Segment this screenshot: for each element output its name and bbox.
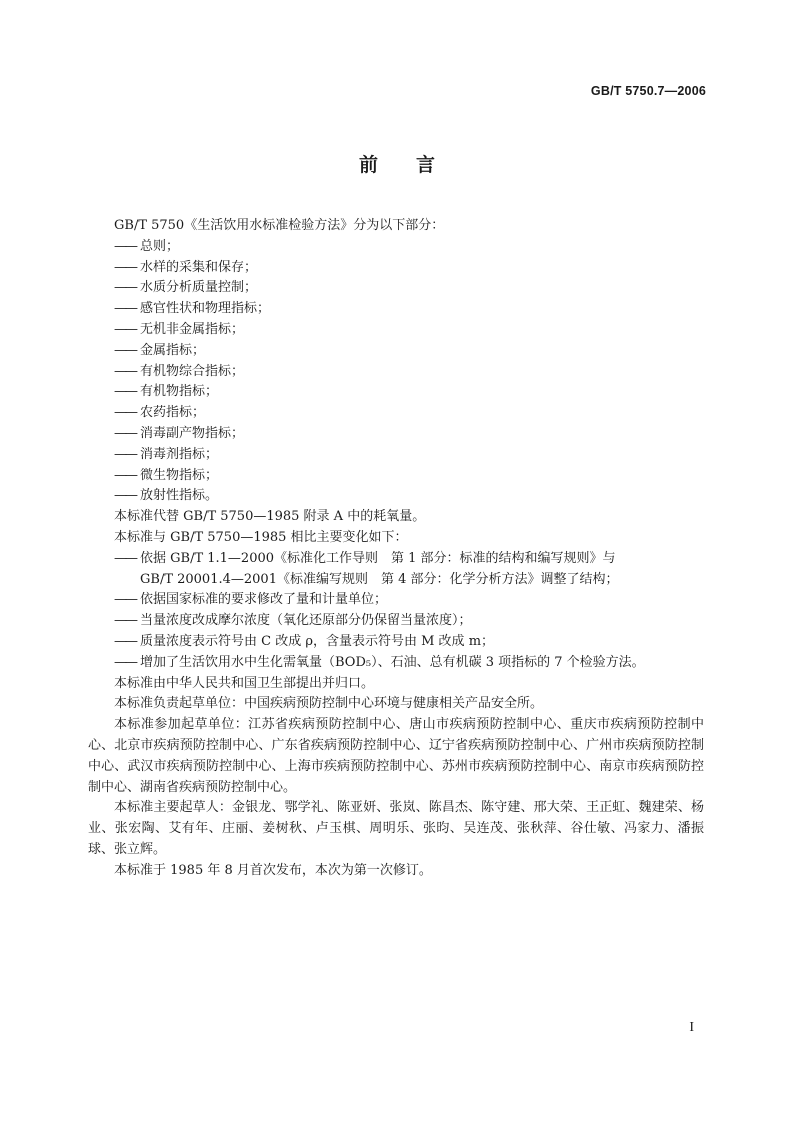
- main-drafters-paragraph: 本标准主要起草人：金银龙、鄂学礼、陈亚妍、张岚、陈昌杰、陈守建、邢大荣、王正虹、魏建荣、杨业、张宏陶、艾有年、庄丽、姜树秋、卢玉棋、周明乐、张昀、吴连茂、张秋萍、谷仕敏、冯家力、潘振球、张立辉。: [88, 800, 704, 857]
- list-item: —— 农药指标；: [88, 403, 704, 424]
- history-paragraph: 本标准于 1985 年 8 月首次发布，本次为第一次修订。: [114, 862, 432, 878]
- standard-code: GB/T 5750.7—2006: [590, 84, 706, 98]
- responsible-drafter-paragraph: 本标准负责起草单位：中国疾病预防控制中心环境与健康相关产品安全所。: [114, 696, 544, 712]
- page-number: I: [689, 1020, 694, 1035]
- dash-mark: ——: [114, 342, 136, 358]
- dash-mark: ——: [114, 446, 136, 462]
- foreword-body: [88, 216, 704, 882]
- dash-mark: ——: [114, 488, 136, 504]
- title-char-1: 前: [358, 154, 378, 176]
- dash-mark: ——: [114, 321, 136, 337]
- dash-mark: ——: [114, 363, 136, 379]
- list-item: —— 当量浓度改成摩尔浓度（氧化还原部分仍保留当量浓度）；: [88, 611, 704, 632]
- dash-mark: ——: [114, 259, 136, 275]
- list-item: —— 增加了生活饮用水中生化需氧量（BOD₅）、石油、总有机碳 3 项指标的 7 个检验方法。: [88, 653, 704, 674]
- dash-mark: ——: [114, 280, 136, 296]
- participating-drafters-paragraph: 本标准参加起草单位：江苏省疾病预防控制中心、唐山市疾病预防控制中心、重庆市疾病预防控制中心、北京市疾病预防控制中心、广东省疾病预防控制中心、辽宁省疾病预防控制中心、广州市疾病预防控制中心、武汉市疾病预防控制中心、上海市疾病预防控制中心、苏州市疾病预防控制中心、南京市疾病预防控制中心、湖南省疾病预防控制中心。: [88, 717, 704, 795]
- list-item: —— 水样的采集和保存；: [88, 258, 704, 279]
- dash-mark: ——: [114, 301, 136, 317]
- list-item: —— 消毒剂指标；: [88, 445, 704, 466]
- dash-mark: ——: [114, 633, 136, 649]
- list-item: —— 有机物综合指标；: [88, 362, 704, 383]
- list-item: —— 质量浓度表示符号由 C 改成 ρ，含量表示符号由 M 改成 m；: [88, 632, 704, 653]
- dash-mark: ——: [114, 467, 136, 483]
- parts-list: [88, 237, 704, 507]
- dash-mark: ——: [114, 654, 136, 670]
- changes-list: [88, 549, 704, 674]
- proposed-paragraph: 本标准由中华人民共和国卫生部提出并归口。: [114, 675, 375, 691]
- list-item: —— 有机物指标；: [88, 382, 704, 403]
- dash-mark: ——: [114, 384, 136, 400]
- title-char-2: 言: [416, 154, 436, 176]
- dash-mark: ——: [114, 550, 136, 566]
- dash-mark: ——: [114, 405, 136, 421]
- intro-paragraph: GB/T 5750《生活饮用水标准检验方法》分为以下部分：: [114, 218, 445, 233]
- changes-intro: 本标准与 GB/T 5750—1985 相比主要变化如下：: [114, 529, 408, 545]
- list-item: —— 水质分析质量控制；: [88, 278, 704, 299]
- list-item: —— 感官性状和物理指标；: [88, 299, 704, 320]
- list-item: —— 依据国家标准的要求修改了量和计量单位；: [88, 590, 704, 611]
- dash-mark: ——: [114, 425, 136, 441]
- dash-mark: ——: [114, 592, 136, 608]
- list-item: —— 依据 GB/T 1.1—2000《标准化工作导则 第 1 部分：标准的结构和编写规则》与 GB/T 20001.4—2001《标准编写规则 第 4 部分：化学分析方法》调整了结构；: [114, 550, 619, 587]
- replace-paragraph: 本标准代替 GB/T 5750—1985 附录 A 中的耗氧量。: [114, 509, 426, 525]
- list-item: —— 消毒副产物指标；: [88, 424, 704, 445]
- list-item: —— 微生物指标；: [88, 466, 704, 487]
- dash-mark: ——: [114, 613, 136, 629]
- page-title: [0, 150, 794, 177]
- list-item: —— 金属指标；: [88, 341, 704, 362]
- list-item: —— 总则；: [88, 237, 704, 258]
- dash-mark: ——: [114, 238, 136, 254]
- list-item: —— 无机非金属指标；: [88, 320, 704, 341]
- list-item: —— 放射性指标。: [88, 486, 704, 507]
